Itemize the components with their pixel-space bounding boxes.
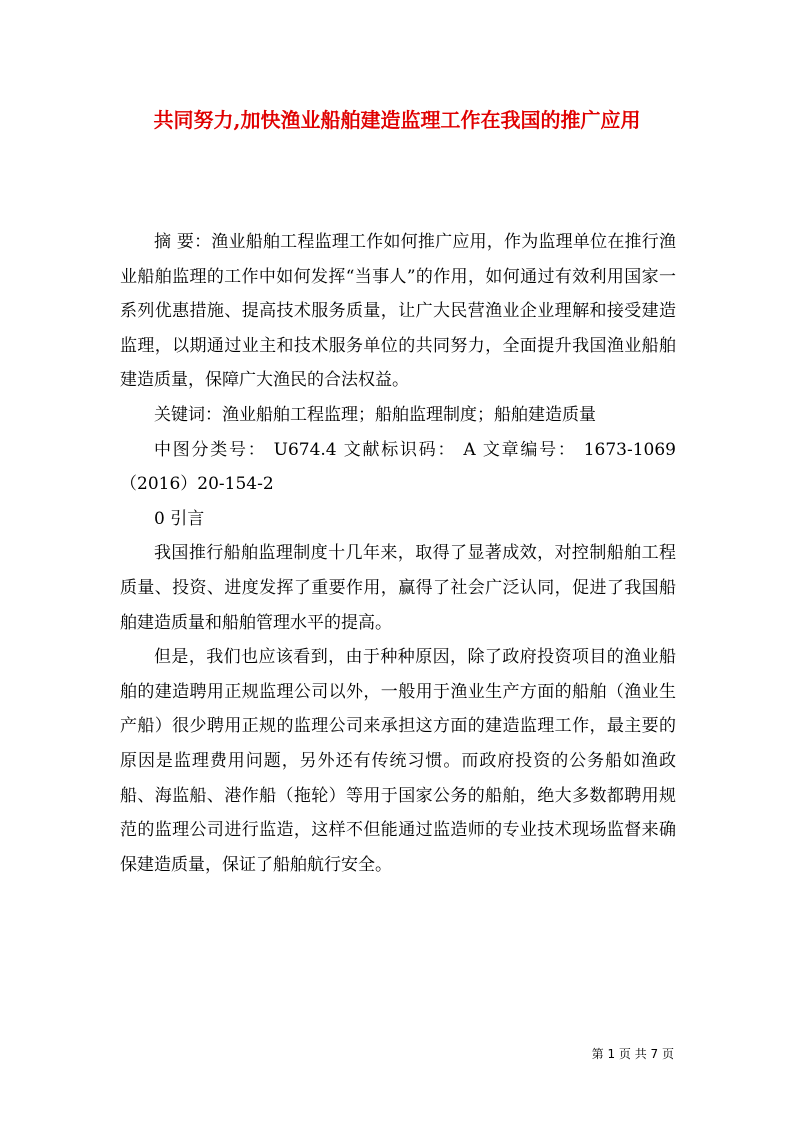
classification-paragraph: 中图分类号： U674.4 文献标识码： A 文章编号： 1673-1069（2016）20-154-2 xyxy=(120,439,676,495)
document-body xyxy=(120,225,676,882)
page-indicator: 第 1 页 共 7 页 xyxy=(591,1047,674,1061)
document-title: 共同努力,加快渔业船舶建造监理工作在我国的推广应用 xyxy=(153,108,641,132)
keywords-paragraph: 关键词：渔业船舶工程监理；船舶监理制度；船舶建造质量 xyxy=(154,404,596,425)
body-paragraph: 但是，我们也应该看到，由于种种原因，除了政府投资项目的渔业船舶的建造聘用正规监理公司以外，一般用于渔业生产方面的船舶（渔业生产船）很少聘用正规的监理公司来承担这方面的建造监理工作，最主要的原因是监理费用问题，另外还有传统习惯。而政府投资的公务船如渔政船、海监船、港作船（拖轮）等用于国家公务的船舶，绝大多数都聘用规范的监理公司进行监造，这样不但能通过监造师的专业技术现场监督来确保建造质量，保证了船舶航行安全。 xyxy=(120,647,676,875)
body-paragraph: 我国推行船舶监理制度十几年来，取得了显著成效，对控制船舶工程质量、投资、进度发挥了重要作用，赢得了社会广泛认同，促进了我国船舶建造质量和船舶管理水平的提高。 xyxy=(120,543,676,633)
section-heading: 0 引言 xyxy=(154,508,205,529)
abstract-paragraph: 摘 要：渔业船舶工程监理工作如何推广应用，作为监理单位在推行渔业船舶监理的工作中如何发挥“当事人”的作用，如何通过有效利用国家一系列优惠措施、提高技术服务质量，让广大民营渔业企业理解和接受建造监理，以期通过业主和技术服务单位的共同努力，全面提升我国渔业船舶建造质量，保障广大渔民的合法权益。 xyxy=(120,232,676,391)
